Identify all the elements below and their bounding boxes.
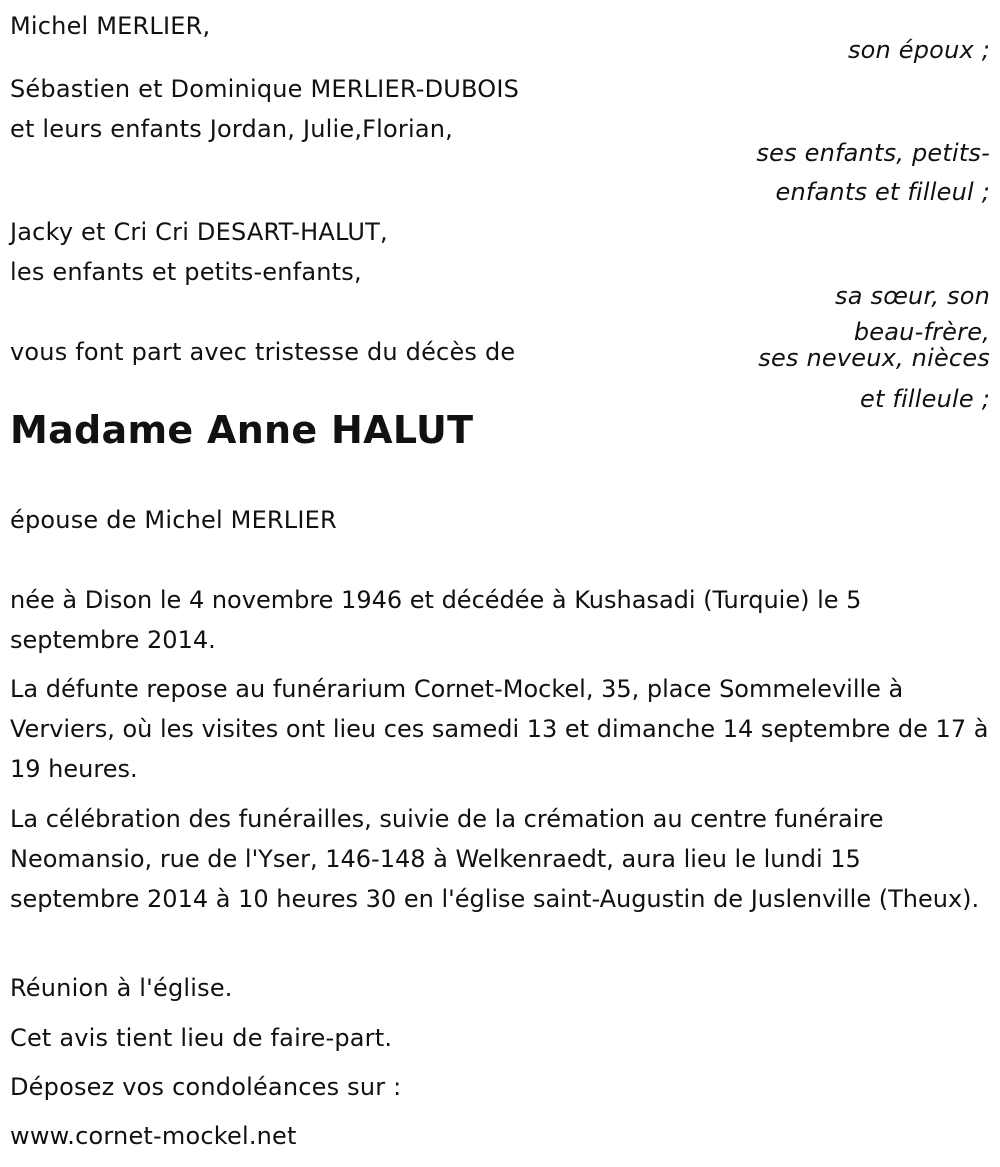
spouse-line: épouse de Michel MERLIER [10, 506, 337, 534]
sibling-relation-line-2: beau-frère, [853, 318, 990, 346]
deceased-name: Madame Anne HALUT [10, 408, 474, 452]
funeral-paragraph: La célébration des funérailles, suivie de la crémation au centre funéraire Neomansio, rue de l'Yser, 146-148 à Welkenraedt, aura lieu le lundi 15 septembre 2014 à 10 heures 30 en l'église saint-Augustin de Juslenville (Theux). [10, 805, 980, 913]
sibling-relation-line-4: et filleule ; [860, 385, 990, 413]
visitation-paragraph: La défunte repose au funérarium Cornet-Mockel, 35, place Sommeleville à Verviers, où les visites ont lieu ces samedi 13 et dimanche 14 septembre de 17 à 19 heures. [10, 675, 989, 783]
children-relation-line-1: ses enfants, petits- [756, 139, 990, 167]
sibling-line-1: Jacky et Cri Cri DESART-HALUT, [10, 218, 388, 246]
birth-death-paragraph: née à Dison le 4 novembre 1946 et décédée à Kushasadi (Turquie) le 5 septembre 2014. [10, 586, 862, 654]
intro-text: vous font part avec tristesse du décès de [10, 338, 516, 366]
condolences-line: Déposez vos condoléances sur : [10, 1073, 402, 1101]
children-line-2: et leurs enfants Jordan, Julie,Florian, [10, 115, 454, 143]
children-line-1: Sébastien et Dominique MERLIER-DUBOIS [10, 75, 520, 103]
notice-line: Cet avis tient lieu de faire-part. [10, 1024, 393, 1052]
website-link[interactable]: www.cornet-mockel.net [10, 1122, 297, 1150]
sibling-relation-line-3: ses neveux, nièces [758, 344, 990, 372]
sibling-line-2: les enfants et petits-enfants, [10, 258, 362, 286]
sibling-relation-line-1: sa sœur, son [835, 282, 990, 310]
husband-relation: son époux ; [847, 36, 990, 64]
children-relation-line-2: enfants et filleul ; [775, 178, 990, 206]
husband-name: Michel MERLIER, [10, 12, 211, 40]
meeting-line: Réunion à l'église. [10, 974, 233, 1002]
